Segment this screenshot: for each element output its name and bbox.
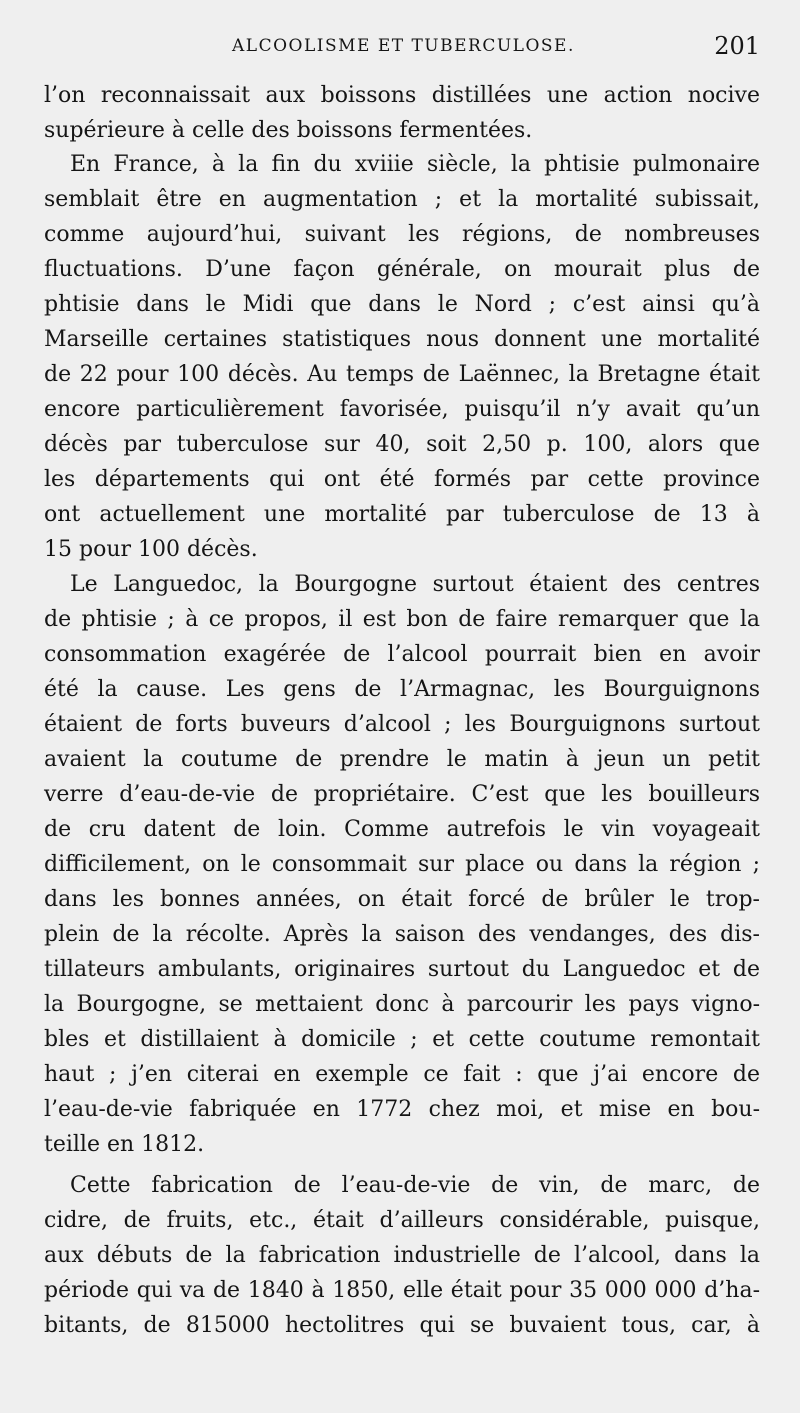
text-line: En France, à la fin du xviiie siècle, la phtisie pulmonaire bbox=[70, 152, 760, 177]
text-line: de phtisie ; à ce propos, il est bon de faire remarquer que la bbox=[44, 607, 760, 632]
text-line: les départements qui ont été formés par cette province bbox=[44, 467, 760, 492]
text-line: comme aujourd’hui, suivant les régions, de nombreuses bbox=[44, 222, 760, 247]
page-header bbox=[44, 34, 760, 66]
text-line: ont actuellement une mortalité par tuberculose de 13 à bbox=[44, 502, 760, 527]
text-line: encore particulièrement favorisée, puisqu’il n’y avait qu’un bbox=[44, 397, 760, 422]
text-line: période qui va de 1840 à 1850, elle était pour 35 000 000 d’ha- bbox=[44, 1278, 760, 1303]
text-line: phtisie dans le Midi que dans le Nord ; c’est ainsi qu’à bbox=[44, 292, 760, 317]
text-line: tillateurs ambulants, originaires surtout du Languedoc et de bbox=[44, 957, 760, 982]
text-line: décès par tuberculose sur 40, soit 2,50 p. 100, alors que bbox=[44, 432, 760, 457]
text-line: verre d’eau-de-vie de propriétaire. C’est que les bouilleurs bbox=[44, 782, 760, 807]
text-line: 15 pour 100 décès. bbox=[44, 537, 258, 562]
text-line: étaient de forts buveurs d’alcool ; les Bourguignons surtout bbox=[44, 712, 760, 737]
text-line: bitants, de 815000 hectolitres qui se buvaient tous, car, à bbox=[44, 1313, 760, 1338]
text-line: haut ; j’en citerai en exemple ce fait : que j’ai encore de bbox=[44, 1062, 760, 1087]
text-line: aux débuts de la fabrication industrielle de l’alcool, dans la bbox=[44, 1243, 760, 1268]
text-line: supérieure à celle des boissons fermentées. bbox=[44, 118, 533, 143]
text-line: consommation exagérée de l’alcool pourrait bien en avoir bbox=[44, 642, 760, 667]
text-line: Marseille certaines statistiques nous donnent une mortalité bbox=[44, 327, 760, 352]
text-line: dans les bonnes années, on était forcé de brûler le trop- bbox=[44, 887, 760, 912]
text-line: plein de la récolte. Après la saison des vendanges, des dis- bbox=[44, 922, 760, 947]
text-line: teille en 1812. bbox=[44, 1132, 205, 1157]
text-line: Le Languedoc, la Bourgogne surtout étaient des centres bbox=[70, 572, 760, 597]
text-line: bles et distillaient à domicile ; et cette coutume remontait bbox=[44, 1027, 760, 1052]
text-line: l’eau-de-vie fabriquée en 1772 chez moi, et mise en bou- bbox=[44, 1097, 760, 1122]
text-line: cidre, de fruits, etc., était d’ailleurs considérable, puisque, bbox=[44, 1208, 760, 1233]
text-line: Cette fabrication de l’eau-de-vie de vin, de marc, de bbox=[70, 1173, 760, 1198]
text-line: été la cause. Les gens de l’Armagnac, les Bourguignons bbox=[44, 677, 760, 702]
text-line: fluctuations. D’une façon générale, on mourait plus de bbox=[44, 257, 760, 282]
text-line: la Bourgogne, se mettaient donc à parcourir les pays vigno- bbox=[44, 992, 760, 1017]
page-number: 201 bbox=[714, 32, 760, 60]
running-title: ALCOOLISME ET TUBERCULOSE. bbox=[232, 36, 575, 56]
text-line: semblait être en augmentation ; et la mortalité subissait, bbox=[44, 187, 760, 212]
text-line: l’on reconnaissait aux boissons distillées une action nocive bbox=[44, 83, 760, 108]
text-line: de cru datent de loin. Comme autrefois le vin voyageait bbox=[44, 817, 760, 842]
text-line: difficilement, on le consommait sur place ou dans la région ; bbox=[44, 852, 760, 877]
text-line: avaient la coutume de prendre le matin à jeun un petit bbox=[44, 747, 760, 772]
text-line: de 22 pour 100 décès. Au temps de Laënnec, la Bretagne était bbox=[44, 362, 760, 387]
